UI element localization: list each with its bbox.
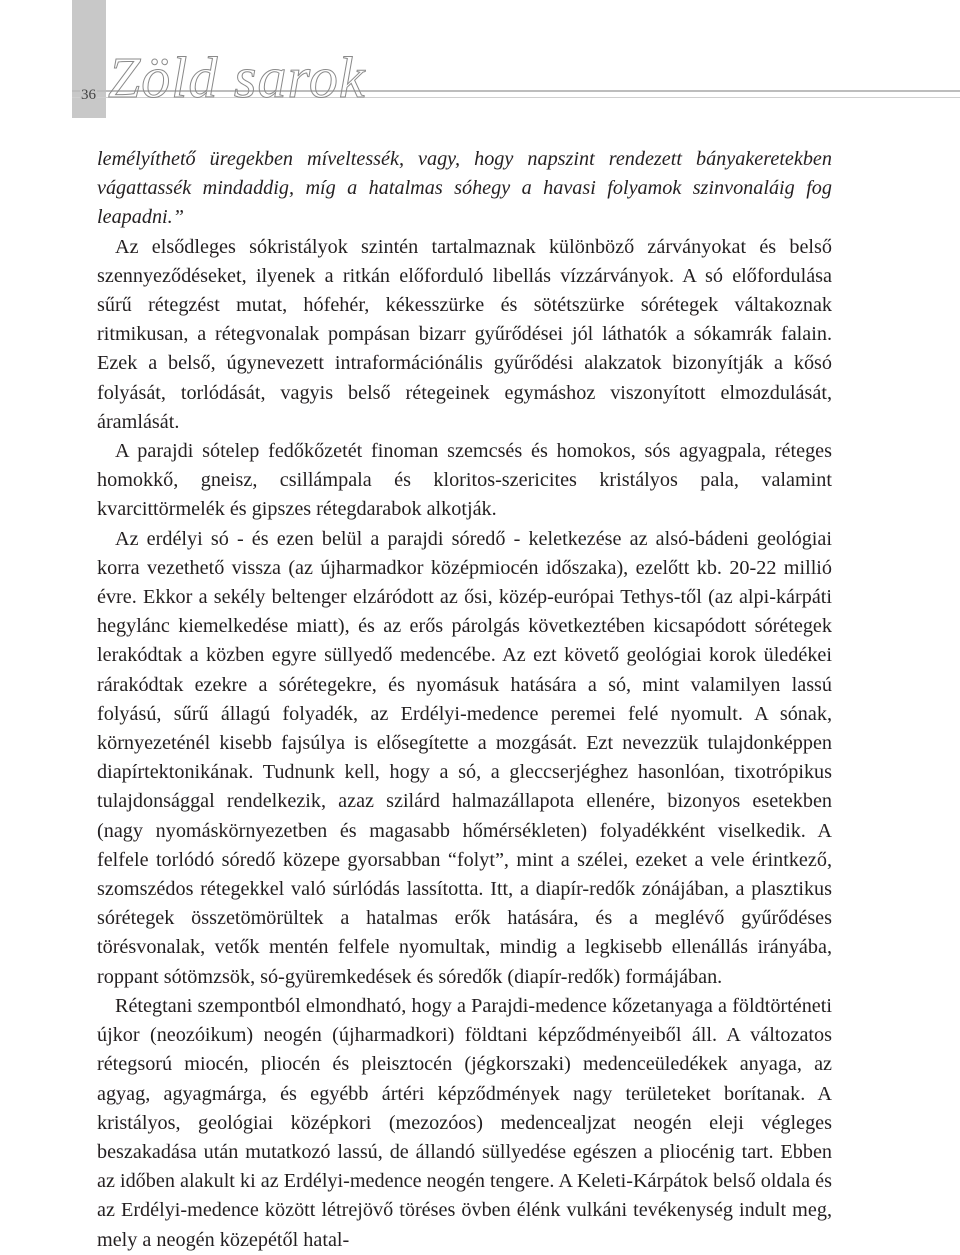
paragraph: Az erdélyi só - és ezen belül a parajdi sóredő - keletkezése az alsó-bádeni geológiai korra vezethető vissza (az újharmadkor középmiocén időszaka), ezelőtt kb. 20-22 millió évre. Ekkor a sekély beltenger elzáródott az ősi, közép-európai Tethys-től (az alpi-kárpáti hegylánc kiemelkedése miatt), és az erős párolgás következtében kicsapódott sórétegek lerakódtak a közben egyre süllyedő medencébe. Az ezt követő geológiai korok üledékei rárakódtak ezekre a sórétegekre, és nyomásuk hatására a só, mint valamilyen lassú folyású, sűrű állagú folyadék, az Erdélyi-medence peremei felé nyomult. A sónak, környezeténél kisebb fajsúlya is elősegítette a mozgását. Ezt nevezzük tulajdonképpen diapírtektonikának. Tudnunk kell, hogy a só, a gleccserjéghez hasonlóan, tixotrópikus tulajdonsággal rendelkezik, azaz szilárd halmazállapota ellenére, bizonyos esetekben (nagy nyomáskörnyezetben és magasabb hőmérsékleten) folyadékként viselkedik. A felfele torlódó sóredő közepe gyorsabban “folyt”, mint a szélei, ezeket a vele érintkező, szomszédos rétegekkel való súrlódás lassította. Itt, a diapír-redők zónájában, a plasztikus sórétegek összetömörültek a hatalmas erők hatására, és a meglévő gyűrődéses törésvonalak, vetők mentén felfele nyomultak, mindig a legkisebb ellenállás irányába, roppant sótömzsök, só-gyüremkedések és sóredők (diapír-redők) formájában. [97,527,832,988]
paragraph: Rétegtani szempontból elmondható, hogy a Parajdi-medence kőzetanyaga a földtörténeti újkor (neozóikum) neogén (újharmadkori) földtani képződményeiből áll. A változatos rétegsorú miocén, pliocén és pleisztocén (jégkorszaki) medenceüledékek anyaga, az agyag, agyagmárga, és egyébb ártéri képződmények nagy területeket borítanak. A kristályos, geológiai középkori (mezozóos) medencealjzat neogén eleji végleges beszakadása után mutatkozó lassú, de állandó süllyedése egészen a pliocénig tart. Ebben az időben alakult ki az Erdélyi-medence neogén tengere. A Keleti-Kárpátok belső oldala és az Erdélyi-medence között létrejövő töréses övben élénk vulkáni tevékenység indult meg, mely a neogén közepétől hatal- [97,994,832,1251]
article-body [97,145,832,1255]
paragraph: A parajdi sótelep fedőkőzetét finoman szemcsés és homokos, sós agyagpala, réteges homokkő, gneisz, csillámpala és kloritos-szericites kristályos pala, valamint kvarcittörmelék és gipszes rétegdarabok alkotják. [97,440,832,521]
quote-paragraph: lemélyíthető üregekben míveltessék, vagy, hogy napszint rendezett bányakeretekben vágattassék mindaddig, míg a hatalmas sóhegy a havasi folyamok szinvonaláig fog leapadni.” [97,148,832,229]
page-number: 36 [81,87,96,103]
section-title: Zöld sarok [108,45,366,110]
paragraph: Az elsődleges sókristályok szintén tartalmaznak különböző zárványokat és belső szennyeződéseket, ilyenek a ritkán előforduló libellás vízzárványok. A só előfordulása sűrű rétegzést mutat, hófehér, kékesszürke és sötétszürke sórétegek váltakoznak ritmikusan, a rétegvonalak pompásan bizarr gyűrődései jól láthatók a sókamrák falain. Ezek a belső, úgynevezett intraformációnális gyűrődési alakzatok bizonyítják a kősó folyását, torlódását, vagyis belső rétegeinek egymáshoz viszonyított elmozdulását, áramlását. [97,235,832,433]
